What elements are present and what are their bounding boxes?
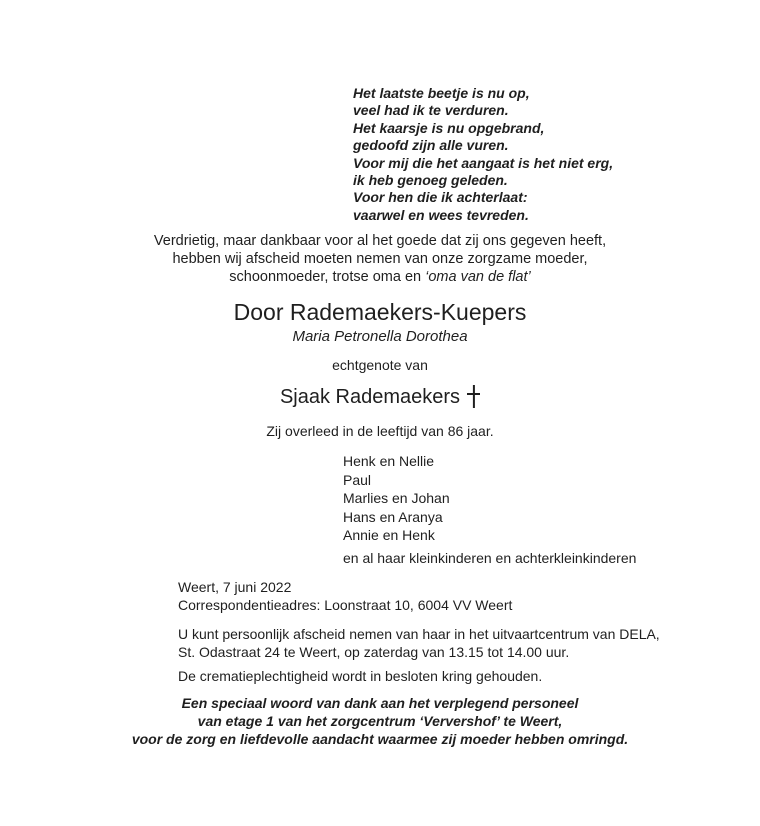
relation-label: echtgenote van xyxy=(332,357,428,373)
date-and-address xyxy=(178,578,512,615)
poem-line: vaarwel en wees tevreden. xyxy=(353,206,529,223)
family-member: Henk en Nellie xyxy=(343,453,435,469)
poem-line: Voor hen die ik achterlaat: xyxy=(353,189,528,206)
memorial-poem xyxy=(353,85,613,224)
visitation-line: St. Odastraat 24 te Weert, op zaterdag van 13.15 tot 14.00 uur. xyxy=(178,644,570,660)
spouse-name-line xyxy=(0,385,760,409)
family-members-list xyxy=(343,452,450,545)
poem-line: gedoofd zijn alle vuren. xyxy=(353,137,509,154)
poem-line: Voor mij die het aangaat is het niet erg, xyxy=(353,154,614,171)
deceased-full-name: Maria Petronella Dorothea xyxy=(292,328,468,345)
visitation-info xyxy=(178,625,660,661)
visitation-line: U kunt persoonlijk afscheid nemen van haar in het uitvaartcentrum van DELA, xyxy=(178,626,660,642)
announcement-line-italic: ‘oma van de flat’ xyxy=(425,269,531,285)
deceased-name: Door Rademaekers-Kuepers xyxy=(233,299,527,325)
latin-cross-icon xyxy=(467,385,480,408)
family-member: Annie en Henk xyxy=(343,527,435,544)
thanks-line: Een speciaal woord van dank aan het verplegend personeel xyxy=(181,695,579,711)
spouse-name: Sjaak Rademaekers xyxy=(279,386,461,408)
family-member: Hans en Aranya xyxy=(343,508,443,525)
announcement-line: Verdrietig, maar dankbaar voor al het goede dat zij ons gegeven heeft, xyxy=(153,233,607,249)
family-member: Marlies en Johan xyxy=(343,490,450,507)
thanks-line: voor de zorg en liefdevolle aandacht waarmee zij moeder hebben omringd. xyxy=(131,731,629,747)
poem-line: veel had ik te verduren. xyxy=(353,102,509,119)
announcement-text xyxy=(0,232,760,286)
date-place-line: Weert, 7 juni 2022 xyxy=(178,579,292,595)
family-closing-line: en al haar kleinkinderen en achterkleinkinderen xyxy=(343,550,637,566)
thanks-line: van etage 1 van het zorgcentrum ‘Ververshof’ te Weert, xyxy=(197,713,563,729)
family-member: Paul xyxy=(343,471,372,488)
cremation-notice: De crematieplechtigheid wordt in besloten kring gehouden. xyxy=(178,668,543,684)
announcement-line xyxy=(0,268,760,286)
poem-line: ik heb genoeg geleden. xyxy=(353,172,508,189)
correspondence-address-line: Correspondentieadres: Loonstraat 10, 6004 VV Weert xyxy=(178,597,513,614)
announcement-line: hebben wij afscheid moeten nemen van onze zorgzame moeder, xyxy=(172,251,588,267)
poem-line: Het kaarsje is nu opgebrand, xyxy=(353,119,545,136)
age-statement: Zij overleed in de leeftijd van 86 jaar. xyxy=(266,423,494,439)
thanks-note xyxy=(0,694,760,748)
poem-line: Het laatste beetje is nu op, xyxy=(353,85,530,101)
announcement-line-prefix: schoonmoeder, trotse oma en xyxy=(229,269,426,285)
